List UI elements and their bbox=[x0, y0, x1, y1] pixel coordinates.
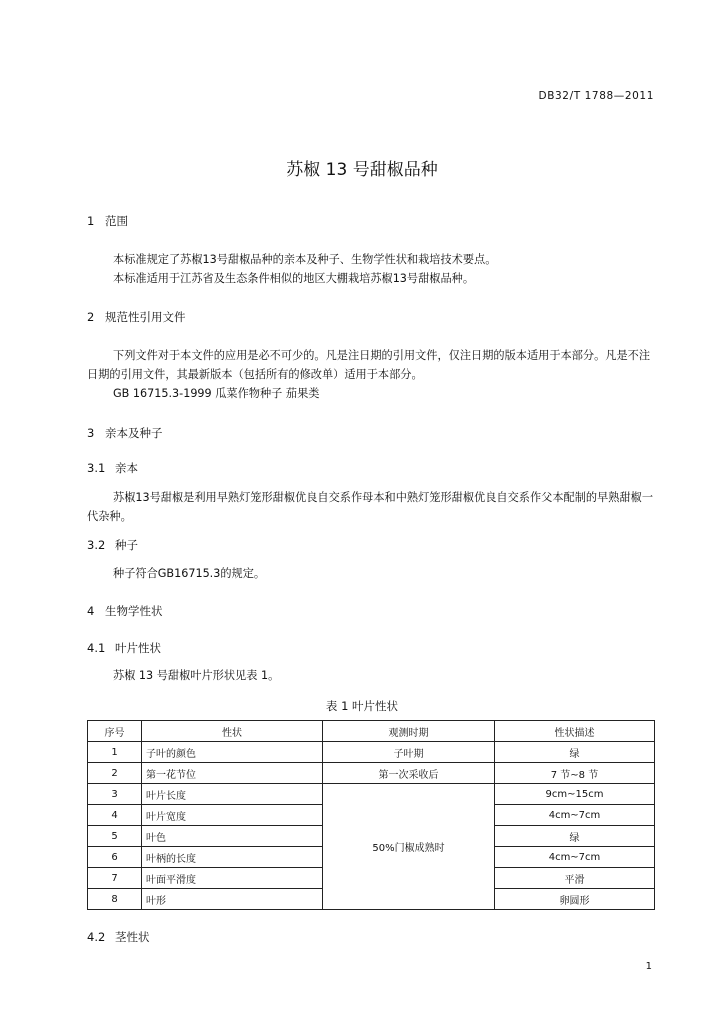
paragraph: 下列文件对于本文件的应用是必不可少的。凡是注日期的引用文件，仅注日期的版本适用于本部分。凡是不注日期的引用文件，其最新版本（包括所有的修改单）适用于本部分。 bbox=[87, 349, 651, 381]
row-index: 6 bbox=[88, 847, 142, 868]
trait-name: 叶片长度 bbox=[142, 784, 323, 805]
section-title: 规范性引用文件 bbox=[105, 310, 186, 324]
table-row bbox=[88, 763, 655, 784]
observation-period: 50%门椒成熟时 bbox=[323, 784, 495, 910]
column-header: 序号 bbox=[88, 721, 142, 742]
section-title: 范围 bbox=[105, 214, 128, 228]
trait-description: 绿 bbox=[495, 742, 655, 763]
document-title: 苏椒 13 号甜椒品种 bbox=[286, 160, 438, 180]
table-row bbox=[88, 742, 655, 763]
section-number: 4.1 bbox=[87, 641, 106, 655]
trait-description: 平滑 bbox=[495, 868, 655, 889]
section-title: 茎性状 bbox=[115, 930, 150, 944]
trait-name: 叶形 bbox=[142, 889, 323, 910]
paragraph: 苏椒 13 号甜椒叶片形状见表 1。 bbox=[113, 669, 280, 682]
section-heading bbox=[87, 603, 163, 619]
trait-description: 绿 bbox=[495, 826, 655, 847]
page-number: 1 bbox=[645, 961, 652, 972]
observation-period: 子叶期 bbox=[323, 742, 495, 763]
section-number: 3.2 bbox=[87, 538, 106, 552]
column-header: 观测时期 bbox=[323, 721, 495, 742]
trait-name: 第一花节位 bbox=[142, 763, 323, 784]
trait-name: 叶面平滑度 bbox=[142, 868, 323, 889]
section-title: 叶片性状 bbox=[115, 641, 161, 655]
subsection-heading bbox=[87, 460, 138, 476]
table-caption: 表 1 叶片性状 bbox=[325, 699, 399, 713]
section-title: 亲本及种子 bbox=[105, 426, 163, 440]
trait-name: 叶色 bbox=[142, 826, 323, 847]
column-header: 性状 bbox=[142, 721, 323, 742]
section-heading bbox=[87, 213, 128, 229]
row-index: 1 bbox=[88, 742, 142, 763]
subsection-heading bbox=[87, 640, 161, 656]
section-number: 3 bbox=[87, 426, 95, 440]
row-index: 4 bbox=[88, 805, 142, 826]
column-header: 性状描述 bbox=[495, 721, 655, 742]
paragraph: 种子符合GB16715.3的规定。 bbox=[113, 567, 266, 580]
row-index: 2 bbox=[88, 763, 142, 784]
section-title: 种子 bbox=[115, 538, 138, 552]
row-index: 7 bbox=[88, 868, 142, 889]
document-number: DB32/T 1788—2011 bbox=[538, 90, 654, 102]
table-row bbox=[88, 784, 655, 805]
trait-name: 叶片宽度 bbox=[142, 805, 323, 826]
section-number: 1 bbox=[87, 214, 95, 228]
paragraph: 本标准规定了苏椒13号甜椒品种的亲本及种子、生物学性状和栽培技术要点。 bbox=[113, 253, 497, 266]
leaf-traits-table bbox=[87, 720, 655, 910]
section-number: 2 bbox=[87, 310, 95, 324]
row-index: 3 bbox=[88, 784, 142, 805]
table-header-row bbox=[88, 721, 655, 742]
trait-description: 4cm~7cm bbox=[495, 847, 655, 868]
section-number: 4 bbox=[87, 604, 95, 618]
section-heading bbox=[87, 309, 186, 325]
paragraph: 本标准适用于江苏省及生态条件相似的地区大棚栽培苏椒13号甜椒品种。 bbox=[113, 272, 475, 285]
row-index: 5 bbox=[88, 826, 142, 847]
subsection-heading bbox=[87, 929, 150, 945]
observation-period: 第一次采收后 bbox=[323, 763, 495, 784]
trait-description: 4cm~7cm bbox=[495, 805, 655, 826]
section-heading bbox=[87, 425, 163, 441]
trait-description: 卵圆形 bbox=[495, 889, 655, 910]
section-title: 亲本 bbox=[115, 461, 138, 475]
section-title: 生物学性状 bbox=[105, 604, 163, 618]
subsection-heading bbox=[87, 537, 138, 553]
normative-reference: GB 16715.3-1999 瓜菜作物种子 茄果类 bbox=[113, 387, 320, 400]
paragraph: 苏椒13号甜椒是利用早熟灯笼形甜椒优良自交系作母本和中熟灯笼形甜椒优良自交系作父本配制的早熟甜椒一代杂种。 bbox=[87, 491, 654, 523]
section-number: 4.2 bbox=[87, 930, 106, 944]
section-number: 3.1 bbox=[87, 461, 106, 475]
row-index: 8 bbox=[88, 889, 142, 910]
trait-description: 7 节~8 节 bbox=[495, 763, 655, 784]
trait-description: 9cm~15cm bbox=[495, 784, 655, 805]
trait-name: 叶柄的长度 bbox=[142, 847, 323, 868]
trait-name: 子叶的颜色 bbox=[142, 742, 323, 763]
